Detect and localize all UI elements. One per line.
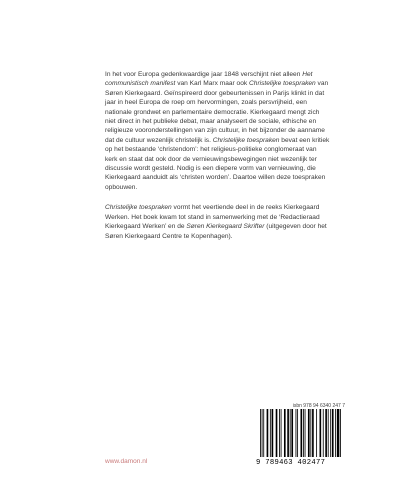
barcode-bar (323, 409, 324, 457)
barcode-bar (272, 409, 274, 457)
barcode-bar (325, 409, 327, 457)
barcode-bar (279, 409, 280, 457)
barcode-bar (332, 409, 334, 457)
barcode-bar (305, 409, 306, 457)
barcode-bar (297, 409, 298, 457)
isbn-label: isbn 978 94 6340 247 7 (292, 403, 345, 409)
barcode-bar (320, 409, 322, 457)
barcode-bar (310, 409, 311, 457)
barcode-bar (303, 409, 304, 457)
barcode-bar (296, 409, 297, 457)
barcode-bar (284, 409, 286, 457)
barcode (256, 409, 345, 465)
barcode-bar (276, 409, 278, 457)
barcode-bar (337, 409, 339, 457)
barcode-bar (340, 409, 341, 457)
barcode-bar (316, 409, 317, 457)
barcode-bar (339, 409, 340, 457)
blurb-paragraph-2: Christelijke toespraken vormt het veertiende deel in de reeks Kierkegaard Werken. Het boek kwam tot stand in samenwerking met de ‘Redactieraad Kierkegaard Werken’ en de Søren Kierkegaard Skrifter (uitgegeven door het Søren Kierkegaard Centre te Kopenhagen). (105, 204, 327, 240)
blurb-text (105, 70, 330, 241)
barcode-bar (301, 409, 303, 457)
barcode-bar (291, 409, 293, 457)
blurb-paragraph-1: In het voor Europa gedenkwaardige jaar 1848 verschijnt niet alleen Het communistisch manifest van Karl Marx maar ook Christelijke toespraken van Søren Kierkegaard. Geïnspireerd door gebeurtenissen in Parijs klinkt in dat jaar in heel Europa de roep om hervormingen, zoals persvrijheid, een nationale grondwet en parlementaire democratie. Kierkegaard mengt zich niet direct in het publieke debat, maar analyseert de sociale, ethische en religieuze vooronderstellingen van zijn cultuur, in het bijzonder de aanname dat de cultuur wezenlijk christelijk is. Christelijke toespraken bevat een kritiek op het bestaande ‘christendom’: het religieus-politieke conglomeraat van kerk en staat dat ook door de vernieuwingsbewegingen niet wezenlijk ter discussie wordt gesteld. Nodig is een diepere vorm van vernieuwing, die Kierkegaard aanduidt als ‘christen worden’. Daartoe willen deze toespraken opbouwen. (105, 71, 330, 191)
barcode-bar (335, 409, 336, 457)
publisher-website[interactable]: www.damon.nl (105, 458, 148, 465)
barcode-bar (260, 409, 261, 457)
barcode-bar (290, 409, 291, 457)
barcode-bar (330, 409, 331, 457)
barcode-digits: 9 789463 402477 (256, 459, 326, 467)
barcode-bar (262, 409, 263, 457)
barcode-bar (328, 409, 329, 457)
barcode-bar (263, 409, 264, 457)
barcode-bar (308, 409, 310, 457)
barcode-bars (256, 409, 345, 459)
barcode-bar (281, 409, 282, 457)
barcode-bar (270, 409, 271, 457)
barcode-bar (287, 409, 289, 457)
barcode-bar (267, 409, 269, 457)
barcode-bar (312, 409, 314, 457)
